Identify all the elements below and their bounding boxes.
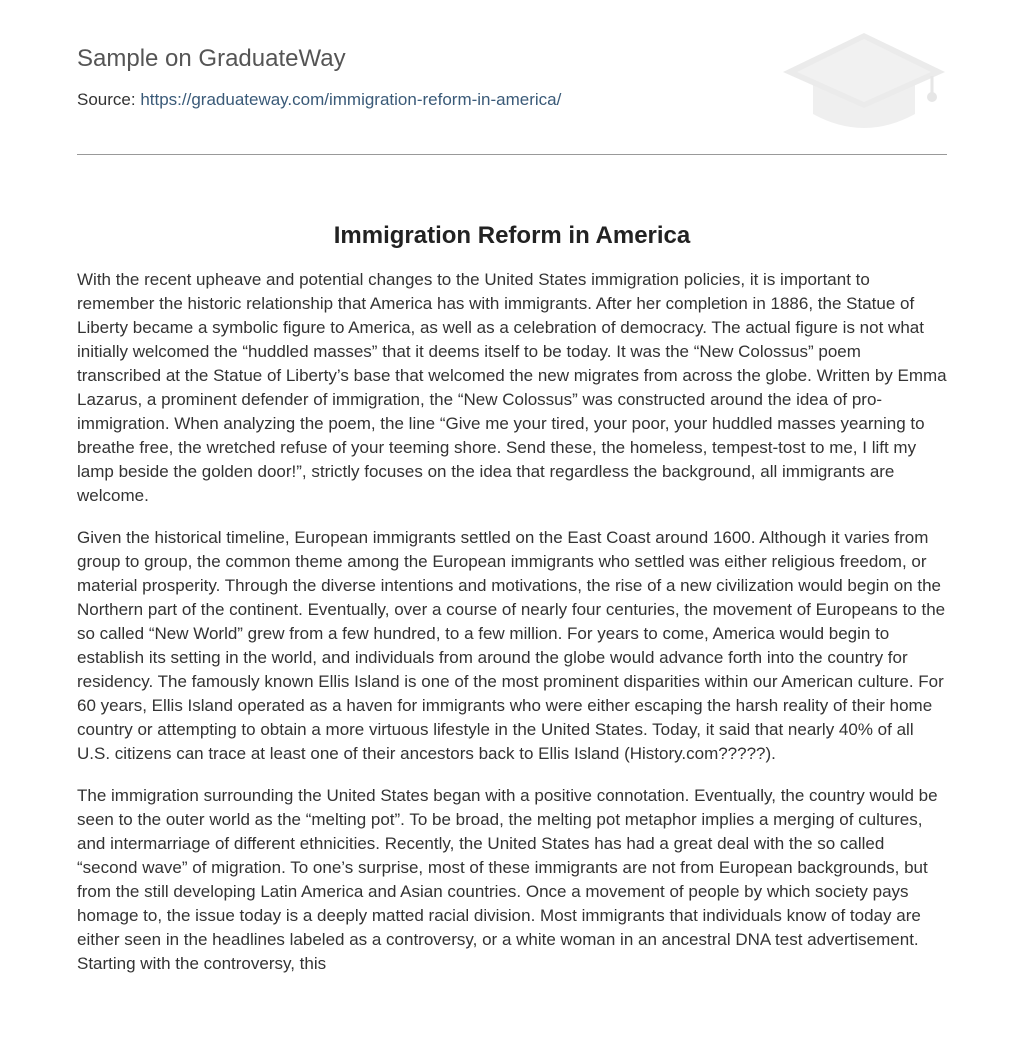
- source-line: [77, 89, 561, 111]
- paragraph: With the recent upheave and potential changes to the United States immigration policies, it is important to remember the historic relationship that America has with immigrants. After her completion in 1886, the Statue of Liberty became a symbolic figure to America, as well as a celebration of democracy. The actual figure is not what initially welcomed the “huddled masses” that it deems itself to be today. It was the “New Colossus” poem transcribed at the Statue of Liberty’s base that welcomed the new migrates from across the globe. Written by Emma Lazarus, a prominent defender of immigration, the “New Colossus” was constructed around the idea of pro-immigration. When analyzing the poem, the line “Give me your tired, your poor, your huddled masses yearning to breathe free, the wretched refuse of your teeming shore. Send these, the homeless, tempest-tost to me, I lift my lamp beside the golden door!”, strictly focuses on the idea that regardless the background, all immigrants are welcome.: [77, 270, 947, 505]
- paragraph: Given the historical timeline, European immigrants settled on the East Coast around 1600. Although it varies from group to group, the common theme among the European immigrants who settled was either religious freedom, or material prosperity. Through the diverse intentions and motivations, the rise of a new civilization would begin on the Northern part of the continent. Eventually, over a course of nearly four centuries, the movement of Europeans to the so called “New World” grew from a few hundred, to a few million. For years to come, America would begin to establish its setting in the world, and individuals from around the globe would advance forth into the country for residency. The famously known Ellis Island is one of the most prominent disparities within our American culture. For 60 years, Ellis Island operated as a haven for immigrants who were either escaping the harsh reality of their home country or attempting to obtain a more virtuous lifestyle in the United States. Today, it said that nearly 40% of all U.S. citizens can trace at least one of their ancestors back to Ellis Island (History.com?????).: [77, 528, 946, 763]
- document-body: [77, 268, 947, 994]
- paragraph: The immigration surrounding the United States began with a positive connotation. Eventually, the country would be seen to the outer world as the “melting pot”. To be broad, the melting pot metaphor implies a merging of cultures, and intermarriage of different ethnicities. Recently, the United States has had a great deal with the so called “second wave” of migration. To one’s surprise, most of these immigrants are not from European backgrounds, but from the still developing Latin America and Asian countries. Once a movement of people by which society pays homage to, the issue today is a deeply matted racial division. Most immigrants that individuals know of today are either seen in the headlines labeled as a controversy, or a white woman in an ancestral DNA test advertisement. Starting with the controversy, this: [77, 786, 938, 973]
- graduation-cap-icon: [781, 30, 947, 132]
- source-link[interactable]: https://graduateway.com/immigration-reform-in-america/: [140, 90, 562, 109]
- header-divider: [77, 154, 947, 155]
- site-title: Sample on GraduateWay: [77, 45, 346, 72]
- document-title: Immigration Reform in America: [333, 222, 691, 250]
- source-label: Source:: [77, 90, 141, 109]
